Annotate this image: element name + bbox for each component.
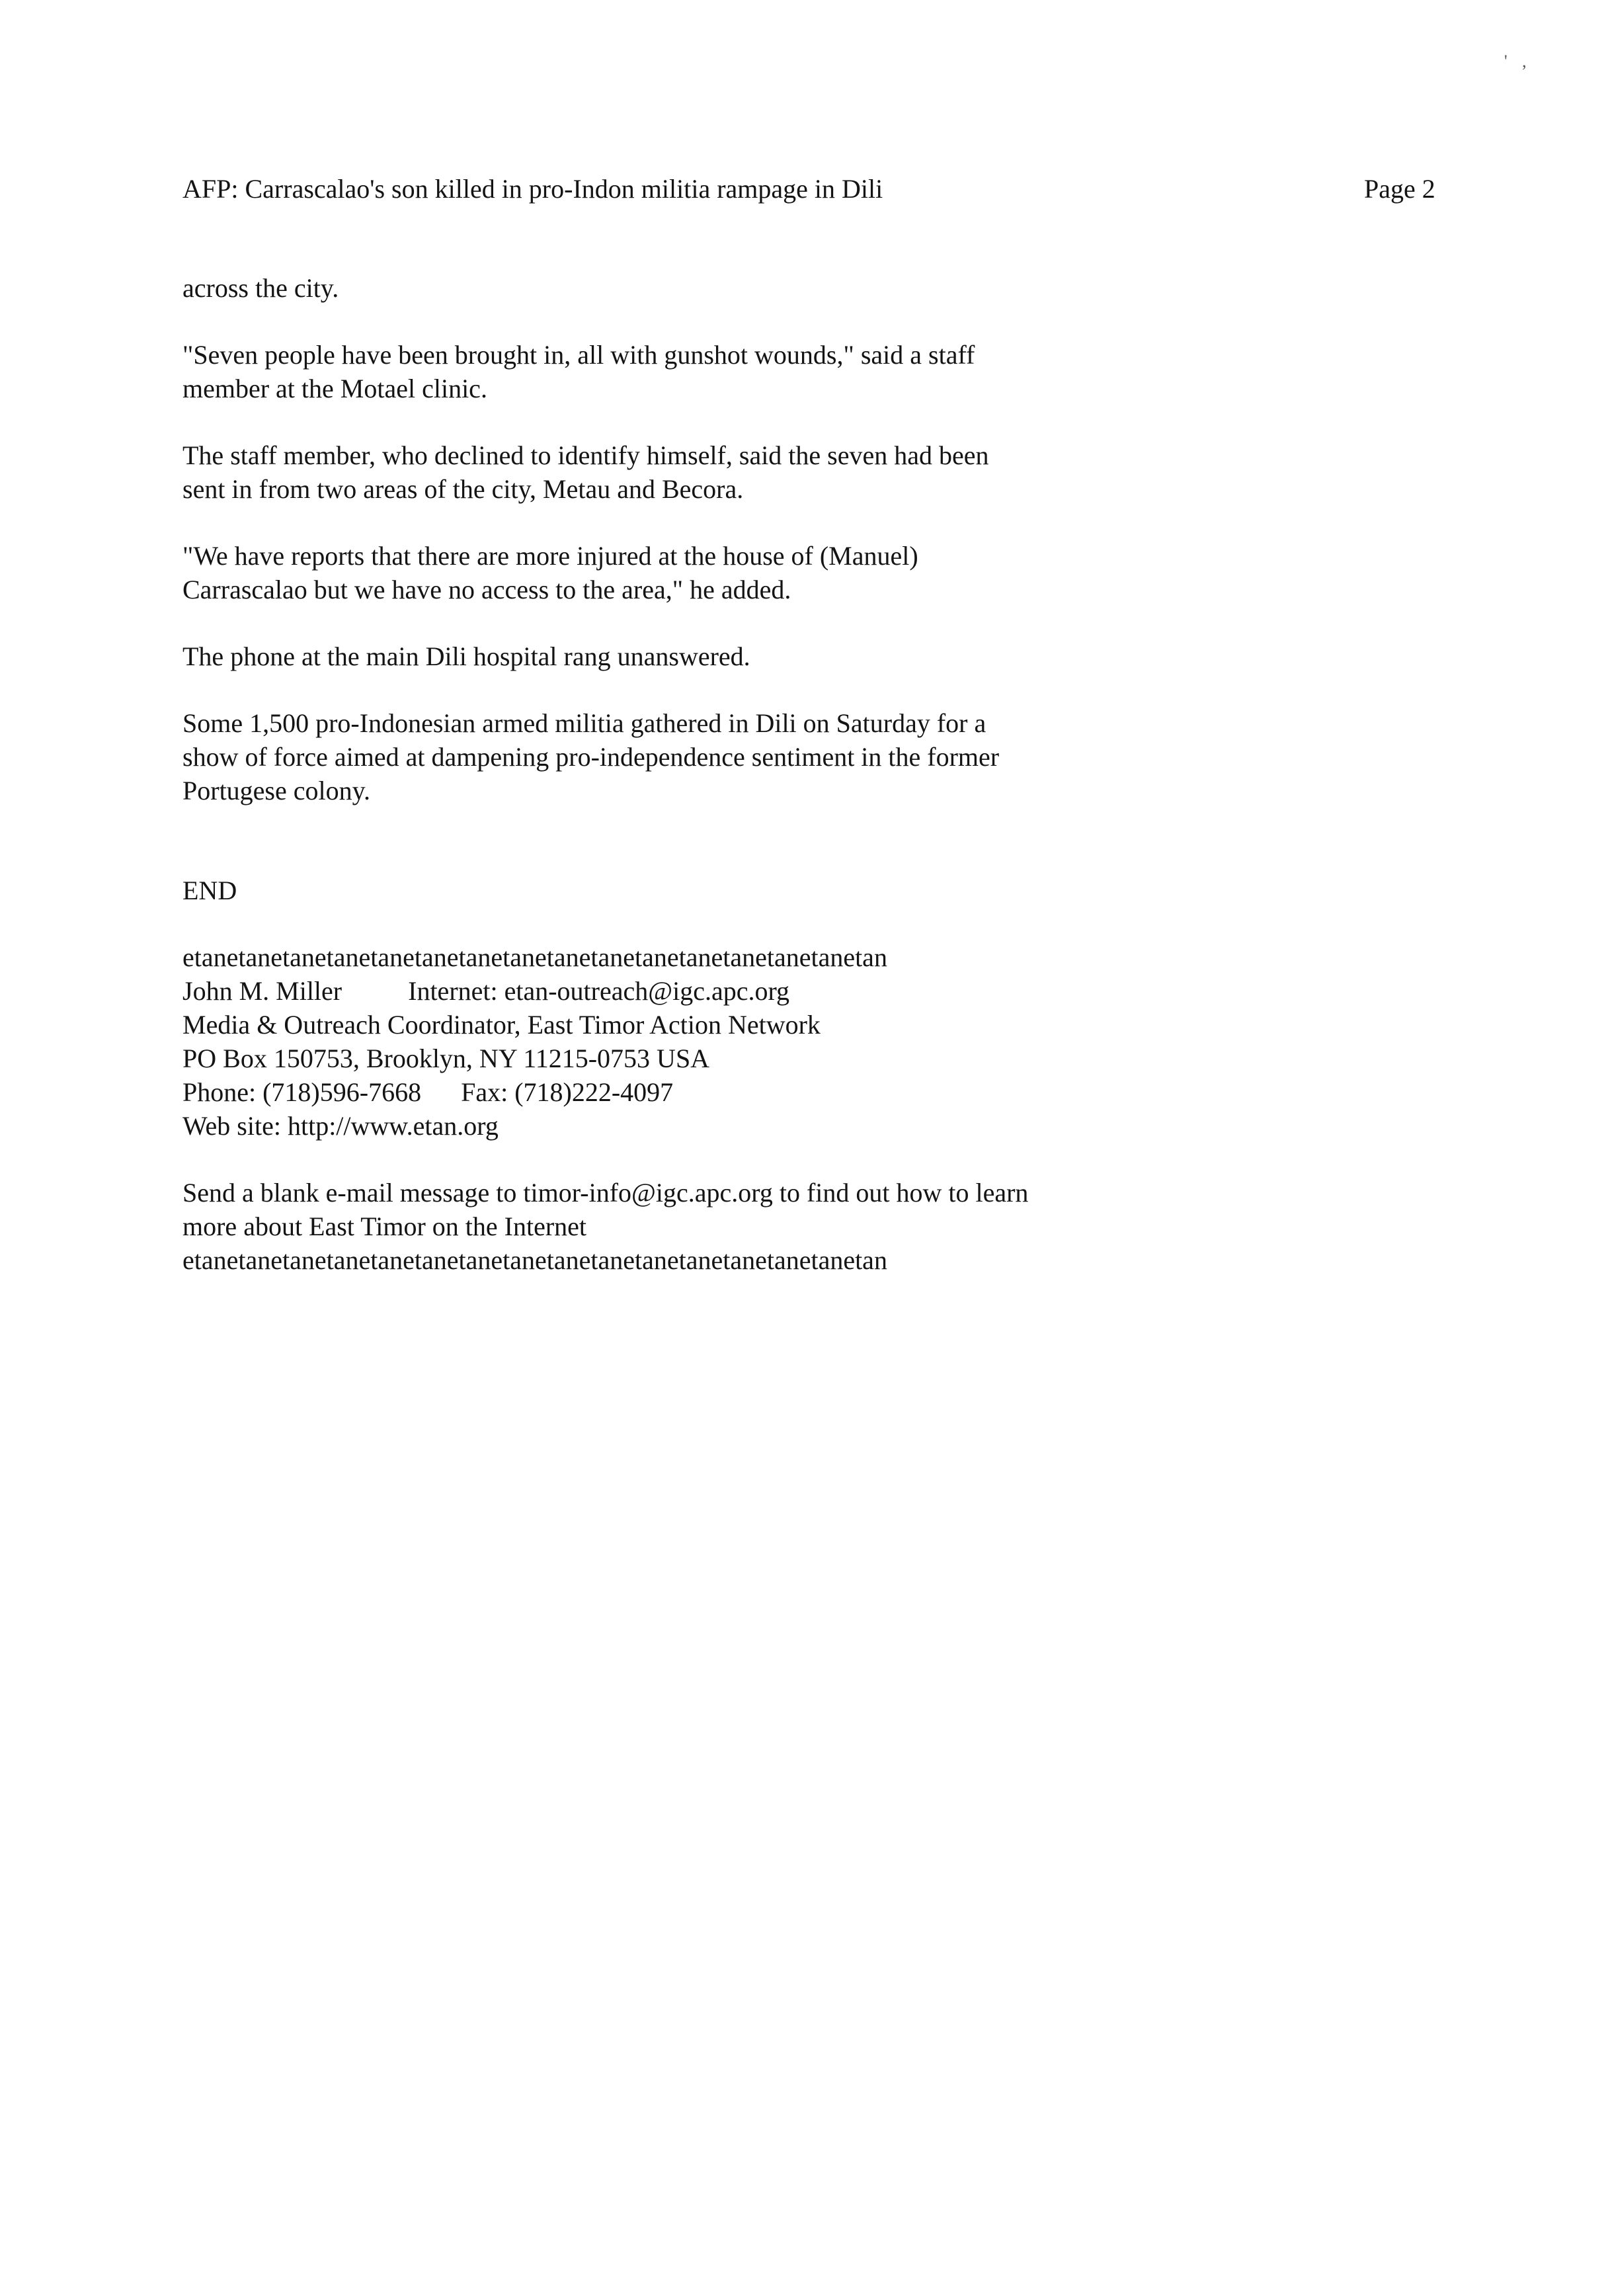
signature-border-top: etanetanetanetanetanetanetanetanetanetanetanetanetanetanetanetan xyxy=(182,942,887,972)
signature-border-bottom: etanetanetanetanetanetanetanetanetanetanetanetanetanetanetanetan xyxy=(182,1245,887,1275)
text-line: across the city. xyxy=(182,273,339,303)
contact-fax: Fax: (718)222-4097 xyxy=(461,1077,674,1107)
text-line: member at the Motael clinic. xyxy=(182,374,487,403)
text-line: Some 1,500 pro-Indonesian armed militia gathered in Dili on Saturday for a xyxy=(182,708,986,738)
info-line: Send a blank e-mail message to timor-info@igc.apc.org to find out how to learn xyxy=(182,1178,1029,1208)
text-line: The phone at the main Dili hospital rang unanswered. xyxy=(182,641,750,671)
text-line: Carrascalao but we have no access to the area," he added. xyxy=(182,575,791,604)
contact-address: PO Box 150753, Brooklyn, NY 11215-0753 USA xyxy=(182,1044,710,1073)
text-line: Portugese colony. xyxy=(182,776,371,805)
text-line: The staff member, who declined to identify himself, said the seven had been xyxy=(182,440,989,470)
text-line: "Seven people have been brought in, all with gunshot wounds," said a staff xyxy=(182,340,975,370)
end-text: END xyxy=(182,876,237,905)
contact-role: Media & Outreach Coordinator, East Timor Action Network xyxy=(182,1010,821,1040)
spacer xyxy=(182,840,1306,874)
contact-name: John M. Miller xyxy=(182,976,342,1006)
document-body xyxy=(182,271,1306,1310)
contact-email: Internet: etan-outreach@igc.apc.org xyxy=(408,976,790,1006)
text-line: "We have reports that there are more injured at the house of (Manuel) xyxy=(182,541,918,571)
info-block xyxy=(182,1176,1306,1277)
paragraph xyxy=(182,338,1306,405)
contact-line xyxy=(182,974,1306,1008)
text-line: show of force aimed at dampening pro-independence sentiment in the former xyxy=(182,742,1000,772)
contact-phone-line xyxy=(182,1075,1306,1109)
end-marker xyxy=(182,874,1306,907)
page-number: Page 2 xyxy=(1364,174,1435,204)
text-line: sent in from two areas of the city, Metau and Becora. xyxy=(182,474,744,504)
paragraph xyxy=(182,539,1306,606)
paragraph xyxy=(182,438,1306,506)
paragraph xyxy=(182,271,1306,305)
scan-marks: ' , xyxy=(1504,52,1532,71)
info-line: more about East Timor on the Internet xyxy=(182,1211,587,1241)
contact-website: Web site: http://www.etan.org xyxy=(182,1111,499,1141)
paragraph xyxy=(182,706,1306,807)
signature-block xyxy=(182,940,1306,1143)
paragraph xyxy=(182,639,1306,673)
contact-phone: Phone: (718)596-7668 xyxy=(182,1077,422,1107)
page-header-title: AFP: Carrascalao's son killed in pro-Indon militia rampage in Dili xyxy=(182,174,883,204)
